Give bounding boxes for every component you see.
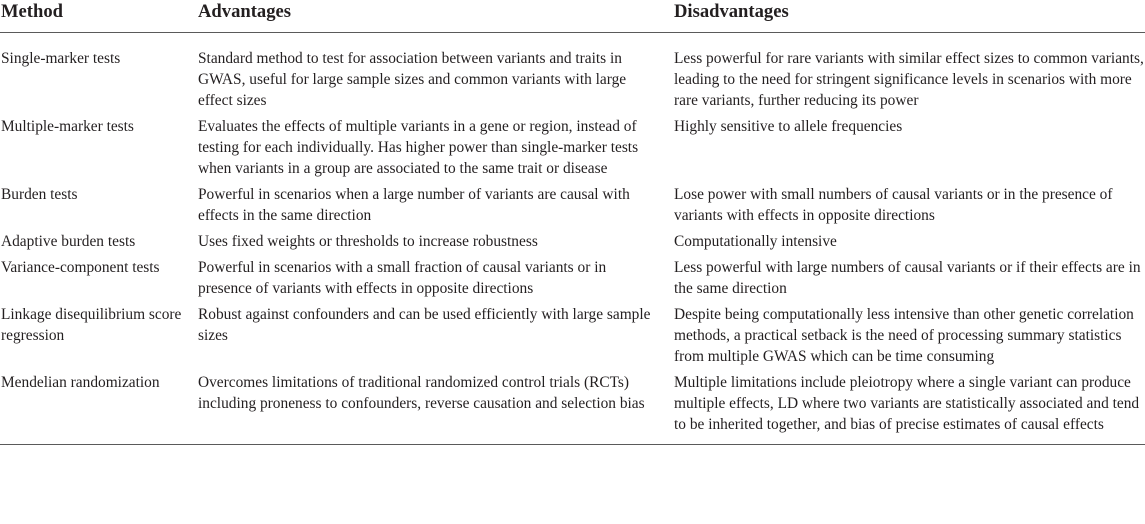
- cell-disadvantages: Computationally intensive: [674, 233, 837, 250]
- cell-advantages: Uses fixed weights or thresholds to increase robustness: [198, 233, 538, 250]
- cell-disadvantages: Highly sensitive to allele frequencies: [674, 118, 903, 135]
- cell-advantages: Overcomes limitations of traditional randomized control trials (RCTs) including proneness to confounders, reverse causation and selection bias: [198, 372, 674, 445]
- cell-advantages: Powerful in scenarios when a large number of variants are causal with effects in the same direction: [198, 186, 630, 224]
- cell-advantages: Powerful in scenarios with a small fraction of causal variants or in presence of variants with effects in opposite directions: [198, 259, 607, 297]
- cell-advantages: Evaluates the effects of multiple variants in a gene or region, instead of testing for each individually. Has higher power than single-marker tests when variants in a group are associated to the same trait or disease: [198, 118, 639, 177]
- cell-advantages: Robust against confounders and can be used efficiently with large sample sizes: [198, 306, 651, 344]
- cell-method: Single-marker tests: [1, 50, 121, 67]
- cell-method: Multiple-marker tests: [1, 118, 134, 135]
- table-body: [0, 33, 1145, 445]
- cell-method: Adaptive burden tests: [1, 233, 136, 250]
- cell-method: Mendelian randomization: [0, 372, 198, 445]
- table-row: [0, 33, 1145, 117]
- table-row: [0, 372, 1145, 445]
- cell-disadvantages: Less powerful with large numbers of causal variants or if their effects are in the same direction: [674, 259, 1141, 297]
- table-row: [0, 304, 1145, 372]
- cell-disadvantages: Lose power with small numbers of causal variants or in the presence of variants with effects in opposite directions: [674, 186, 1113, 224]
- table-row: [0, 116, 1145, 184]
- cell-disadvantages: Despite being computationally less intensive than other genetic correlation methods, a practical setback is the need of processing summary statistics from multiple GWAS which can be time consuming: [674, 306, 1134, 365]
- header-method: Method: [0, 0, 198, 33]
- cell-disadvantages: Less powerful for rare variants with similar effect sizes to common variants, leading to the need for stringent significance levels in scenarios with more rare variants, further reducing its power: [674, 50, 1144, 109]
- cell-method: Linkage disequilibrium score regression: [1, 306, 182, 344]
- table-row: [0, 184, 1145, 231]
- table-header: [0, 0, 1145, 33]
- cell-advantages: Standard method to test for association between variants and traits in GWAS, useful for large sample sizes and common variants with large effect sizes: [198, 50, 627, 109]
- table-row: [0, 231, 1145, 257]
- cell-method: Variance-component tests: [1, 259, 160, 276]
- cell-method: Burden tests: [1, 186, 78, 203]
- cell-disadvantages: Multiple limitations include pleiotropy where a single variant can produce multiple effects, LD where two variants are statistically associated and tend to be inherited together, and bias of precise estimates of causal effects: [674, 372, 1145, 445]
- header-advantages: Advantages: [198, 0, 674, 33]
- table-row: [0, 257, 1145, 304]
- header-row: [0, 0, 1145, 33]
- header-disadvantages: Disadvantages: [674, 0, 1145, 33]
